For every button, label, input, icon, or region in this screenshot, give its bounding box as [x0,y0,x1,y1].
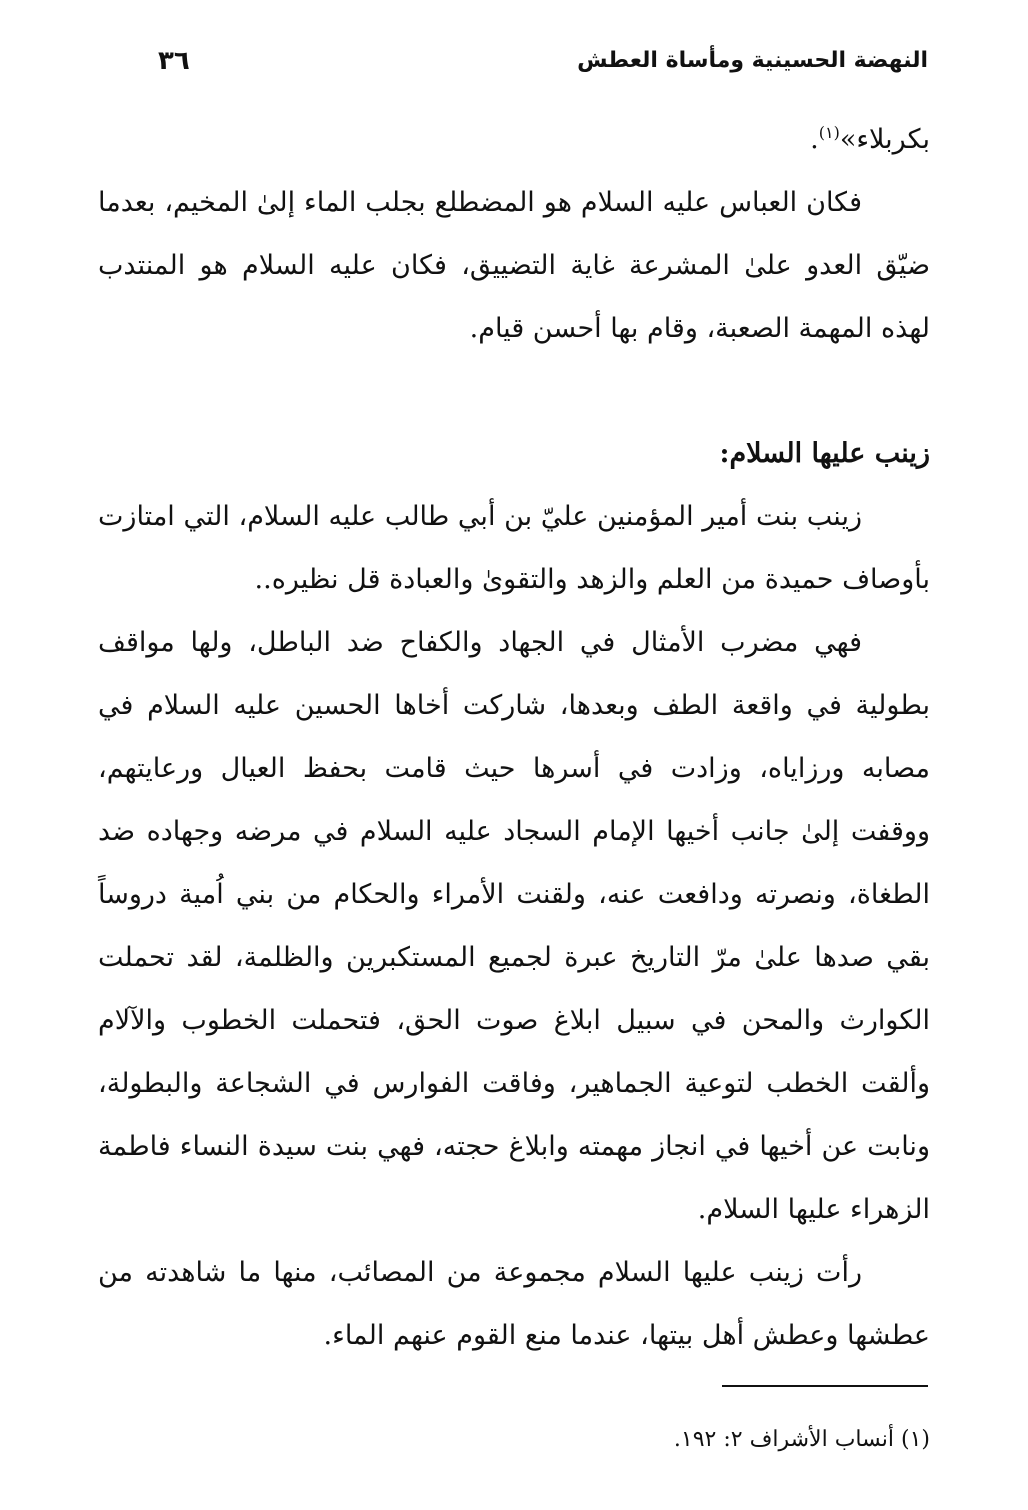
paragraph-abbas: فكان العباس عليه السلام هو المضطلع بجلب الماء إلىٰ المخيم، بعدما ضيّق العدو علىٰ المشرعة غاية التضييق، فكان عليه السلام هو المنتدب لهذه المهمة الصعبة، وقام بها أحسن قيام. [98,187,930,344]
paragraph-zainab-thirst: رأت زينب عليها السلام مجموعة من المصائب، منها ما شاهدته من عطشها وعطش أهل بيتها، عندما منع القوم عنهم الماء. [98,1257,930,1351]
paragraph-zainab-intro: زينب بنت أمير المؤمنين عليّ بن أبي طالب عليه السلام، التي امتازت بأوصاف حميدة من العلم والزهد والتقوىٰ والعبادة قل نظيره.. [98,501,930,595]
footnote-reference: (١) [818,123,840,142]
section-heading: زينب عليها السلام: [719,438,930,469]
footnote: (١) أنساب الأشراف ٢: ١٩٢. [673,1427,930,1452]
page-number: ٣٦ [158,46,190,76]
paragraph-continuation-text: بكربلاء» [839,124,930,155]
body-text [98,108,930,1367]
footnote-divider [722,1385,928,1387]
paragraph-zainab-virtues: فهي مضرب الأمثال في الجهاد والكفاح ضد الباطل، ولها مواقف بطولية في واقعة الطف وبعدها، شاركت أخاها الحسين عليه السلام في مصابه ورزاياه، وزادت في أسرها حيث قامت بحفظ العيال ورعايتهم، ووقفت إلىٰ جانب أخيها الإمام السجاد عليه السلام في مرضه وجهاده ضد الطغاة، ونصرته ودافعت عنه، ولقنت الأمراء والحكام من بني اُمية دروساً بقي صدها علىٰ مرّ التاريخ عبرة لجميع المستكبرين والظلمة، لقد تحملت الكوارث والمحن في سبيل ابلاغ صوت الحق، فتحملت الخطوب والآلام وألقت الخطب لتوعية الجماهير، وفاقت الفوارس في الشجاعة والبطولة، ونابت عن أخيها في انجاز مهمته وابلاغ حجته، فهي بنت سيدة النساء فاطمة الزهراء عليها السلام. [98,627,930,1225]
running-head-title: النهضة الحسينية ومأساة العطش [577,48,928,73]
running-head [100,48,928,88]
paragraph-continuation: بكربلاء»$^{(١)}$. [810,123,930,155]
